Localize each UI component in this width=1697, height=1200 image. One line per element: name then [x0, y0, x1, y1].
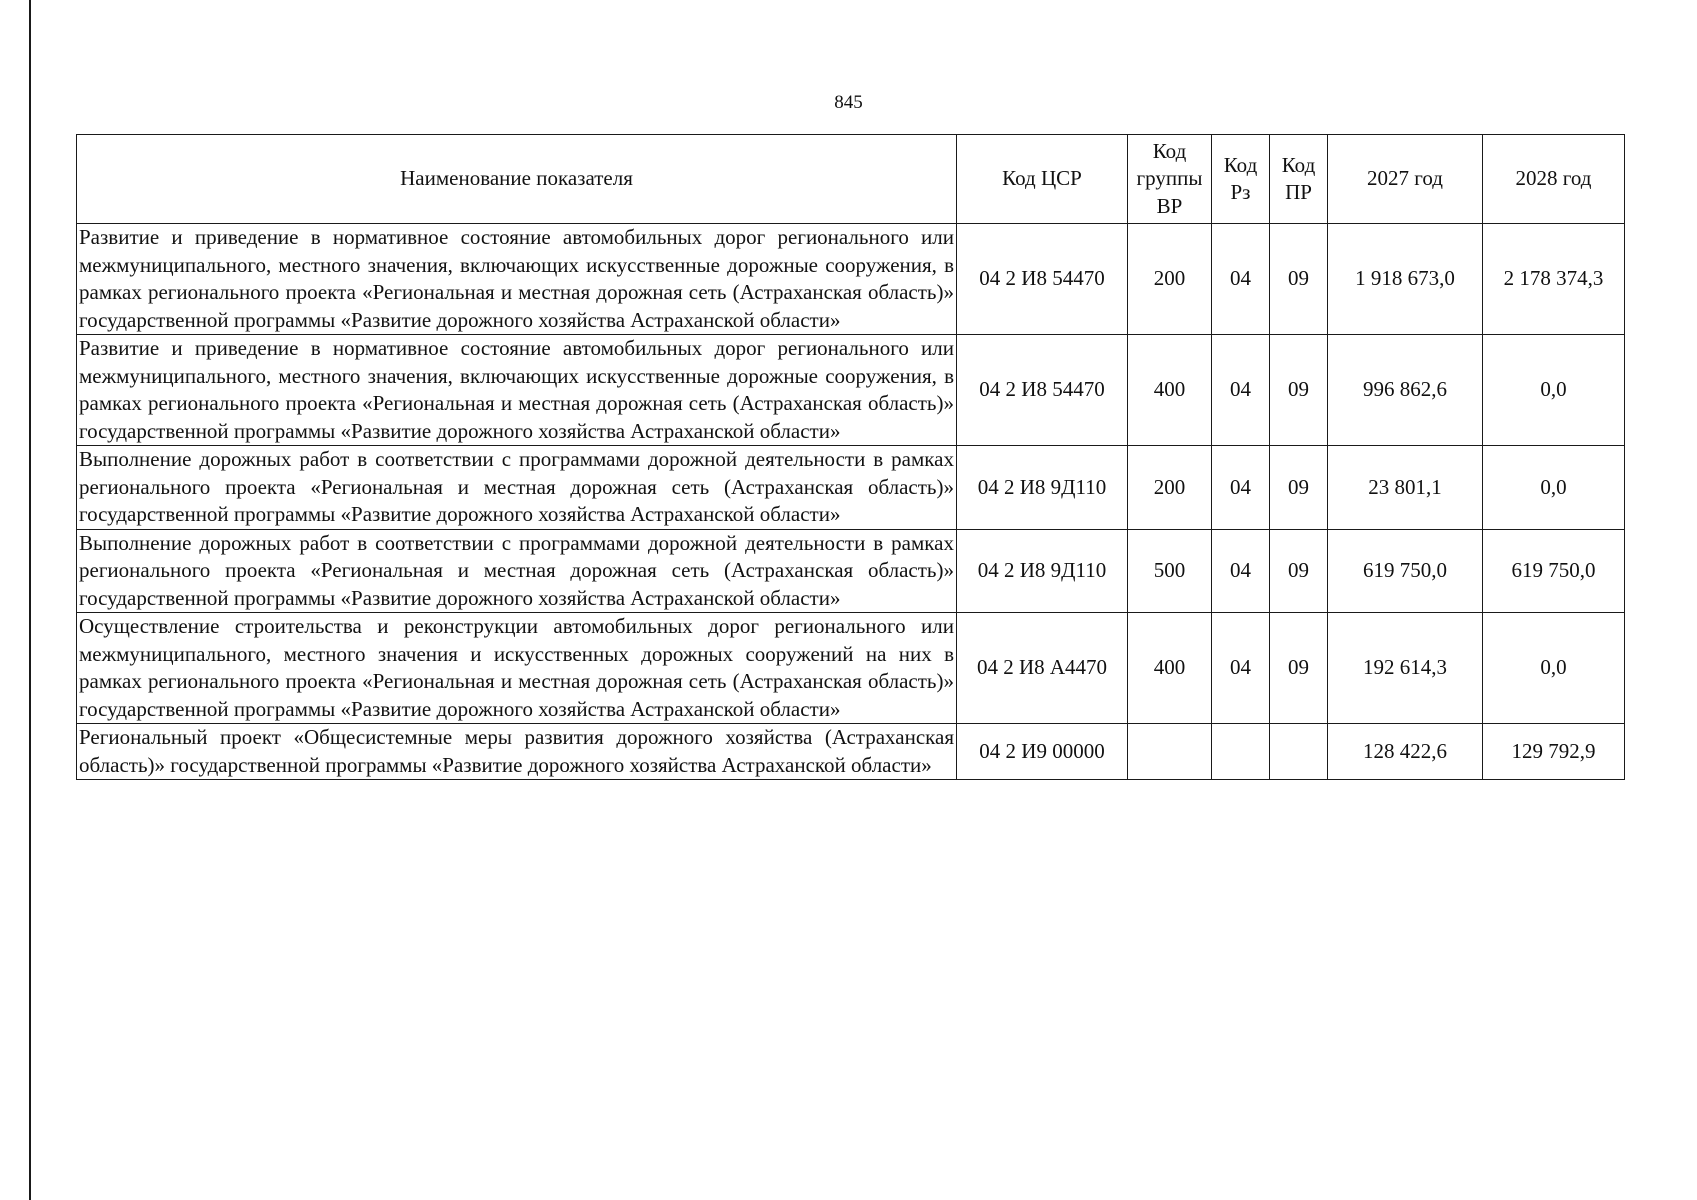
row-2027: 619 750,0	[1328, 529, 1483, 613]
row-name: Выполнение дорожных работ в соответствии с программами дорожной деятельности в рамках регионального проекта «Региональная и местная дорожная сеть (Астраханская область)» государственной программы «Развитие дорожного хозяйства Астраханской области»	[77, 446, 957, 530]
header-row	[77, 135, 1625, 224]
row-name: Осуществление строительства и реконструкции автомобильных дорог регионального или межмуниципального, местного значения и искусственных дорожных сооружений на них в рамках регионального проекта «Региональная и местная дорожная сеть (Астраханская область)» государственной программы «Развитие дорожного хозяйства Астраханской области»	[77, 613, 957, 724]
row-pr	[1270, 724, 1328, 780]
row-rz: 04	[1212, 224, 1270, 335]
budget-table	[76, 134, 1625, 780]
row-pr: 09	[1270, 446, 1328, 530]
row-vr: 500	[1128, 529, 1212, 613]
row-2027: 192 614,3	[1328, 613, 1483, 724]
header-name: Наименование показателя	[77, 135, 957, 224]
table-row	[77, 335, 1625, 446]
row-rz: 04	[1212, 335, 1270, 446]
row-name: Выполнение дорожных работ в соответствии с программами дорожной деятельности в рамках регионального проекта «Региональная и местная дорожная сеть (Астраханская область)» государственной программы «Развитие дорожного хозяйства Астраханской области»	[77, 529, 957, 613]
row-2028: 0,0	[1483, 613, 1625, 724]
row-pr: 09	[1270, 613, 1328, 724]
row-2027: 1 918 673,0	[1328, 224, 1483, 335]
row-2027: 23 801,1	[1328, 446, 1483, 530]
row-2027: 996 862,6	[1328, 335, 1483, 446]
row-csr: 04 2 И8 9Д110	[957, 529, 1128, 613]
scan-edge-line	[29, 0, 31, 1200]
row-csr: 04 2 И8 А4470	[957, 613, 1128, 724]
row-name: Развитие и приведение в нормативное состояние автомобильных дорог регионального или межмуниципального, местного значения, включающих искусственные дорожные сооружения, в рамках регионального проекта «Региональная и местная дорожная сеть (Астраханская область)» государственной программы «Развитие дорожного хозяйства Астраханской области»	[77, 335, 957, 446]
table-row	[77, 724, 1625, 780]
row-pr: 09	[1270, 335, 1328, 446]
row-rz: 04	[1212, 613, 1270, 724]
row-2028: 2 178 374,3	[1483, 224, 1625, 335]
row-name: Региональный проект «Общесистемные меры развития дорожного хозяйства (Астраханская область)» государственной программы «Развитие дорожного хозяйства Астраханской области»	[77, 724, 957, 780]
row-csr: 04 2 И8 54470	[957, 224, 1128, 335]
table-row	[77, 613, 1625, 724]
row-vr: 400	[1128, 335, 1212, 446]
row-csr: 04 2 И8 54470	[957, 335, 1128, 446]
header-csr: Код ЦСР	[957, 135, 1128, 224]
row-rz: 04	[1212, 529, 1270, 613]
header-pr: Код ПР	[1270, 135, 1328, 224]
row-csr: 04 2 И9 00000	[957, 724, 1128, 780]
row-vr: 200	[1128, 446, 1212, 530]
table-row	[77, 446, 1625, 530]
row-2027: 128 422,6	[1328, 724, 1483, 780]
header-2027: 2027 год	[1328, 135, 1483, 224]
row-2028: 619 750,0	[1483, 529, 1625, 613]
table-row	[77, 224, 1625, 335]
row-pr: 09	[1270, 529, 1328, 613]
row-2028: 0,0	[1483, 446, 1625, 530]
row-csr: 04 2 И8 9Д110	[957, 446, 1128, 530]
row-2028: 129 792,9	[1483, 724, 1625, 780]
table-row	[77, 529, 1625, 613]
row-vr: 200	[1128, 224, 1212, 335]
row-name: Развитие и приведение в нормативное состояние автомобильных дорог регионального или межмуниципального, местного значения, включающих искусственные дорожные сооружения, в рамках регионального проекта «Региональная и местная дорожная сеть (Астраханская область)» государственной программы «Развитие дорожного хозяйства Астраханской области»	[77, 224, 957, 335]
row-rz: 04	[1212, 446, 1270, 530]
header-rz: Код Рз	[1212, 135, 1270, 224]
page-number: 845	[834, 92, 863, 113]
row-pr: 09	[1270, 224, 1328, 335]
header-2028: 2028 год	[1483, 135, 1625, 224]
row-vr: 400	[1128, 613, 1212, 724]
row-vr	[1128, 724, 1212, 780]
row-rz	[1212, 724, 1270, 780]
header-vr: Код группы ВР	[1128, 135, 1212, 224]
row-2028: 0,0	[1483, 335, 1625, 446]
